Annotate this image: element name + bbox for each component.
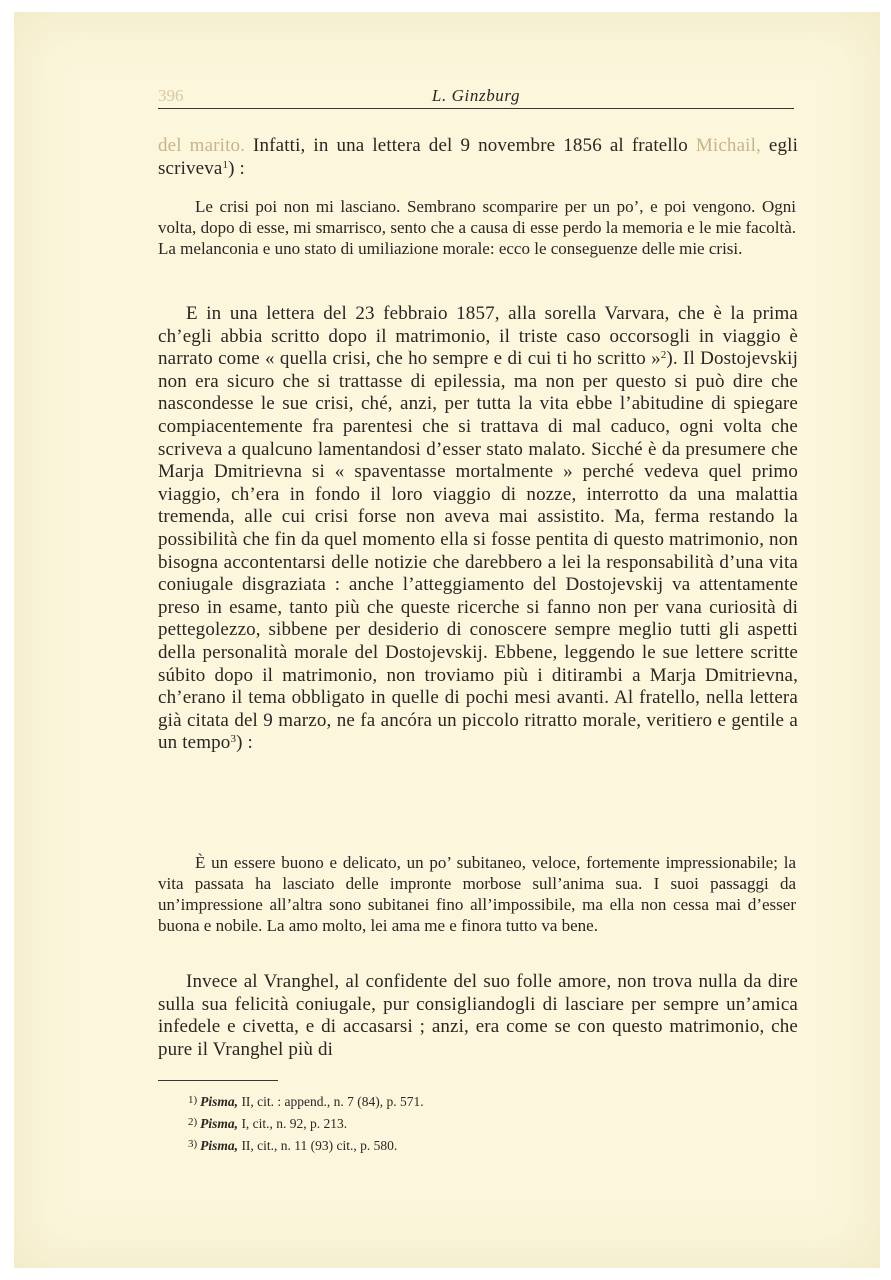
paragraph-text: Infatti, in una lettera del 9 novembre 1856 al fratello <box>245 135 696 156</box>
block-quote-1: Le crisi poi non mi lasciano. Sembrano scomparire per un po’, e poi vengono. Ogni volta, dopo di esse, mi smarrisco, sento che a causa di esse perdo la memoria e le mie facoltà. La melanconia e uno stato di umiliazione morale: ecco le conseguenze delle mie crisi. <box>158 197 796 258</box>
block-quote-2: È un essere buono e delicato, un po’ subitaneo, veloce, fortemente impressionabile; la vita passata ha lasciato delle impronte morbose sull’anima sua. I suoi passaggi da un’impressione all’altra sono subitanei fino all’impossibile, ma ella non cessa mai d’esser buona e nobile. La amo molto, lei ama me e finora tutto va bene. <box>158 853 796 935</box>
header-rule <box>158 108 794 109</box>
footnote-ref: 1 <box>222 158 229 171</box>
faded-text: del marito. <box>158 135 246 156</box>
footnote-mark: 1) <box>188 1094 198 1106</box>
footnote-1 <box>188 1090 788 1112</box>
footnote-text: I, cit., n. 92, p. 213. <box>238 1116 348 1131</box>
footnote-title: Pisma, <box>200 1138 239 1153</box>
footnote-2 <box>188 1112 788 1134</box>
footnote-title: Pisma, <box>200 1116 239 1131</box>
footnote-rule <box>158 1080 278 1081</box>
footnote-title: Pisma, <box>200 1094 239 1109</box>
paragraph-text: ) : <box>236 732 253 754</box>
footnote-3 <box>188 1134 788 1156</box>
footnote-text: II, cit., n. 11 (93) cit., p. 580. <box>238 1138 398 1153</box>
footnote-mark: 3) <box>188 1138 198 1150</box>
page-number: 396 <box>158 86 184 105</box>
paragraph-text: E in una lettera del 23 febbraio 1857, alla sorella Varvara, che è la prima ch’egli abbia scritto dopo il matrimonio, il triste caso occorsogli in viaggio è narrato come « quella crisi, che ho sempre e di cui ti ho scritto » <box>158 303 798 370</box>
paragraph-text: egli scriveva <box>158 135 798 179</box>
footnote-ref: 2 <box>660 349 667 362</box>
footnote-text: II, cit. : append., n. 7 (84), p. 571. <box>238 1094 424 1109</box>
paragraph-2 <box>158 303 798 755</box>
paragraph-1 <box>158 135 798 180</box>
footnote-ref: 3 <box>230 733 237 746</box>
paragraph-text: ). Il Dostojevskij non era sicuro che si trattasse di epilessia, ma non per questo si può dire che nascondesse le sue crisi, ché, anzi, per tutta la vita ebbe l’abitudine di spiegare compiacentemente fra parentesi che si trattava di mal caduco, ogni volta che scriveva a qualcuno lamentandosi d’esser stato malato. Sicché è da presumere che Marja Dmitrievna si « spaventasse mortalmente » perché vedeva quel primo viaggio, ch’era in fondo il loro viaggio di nozze, interrotto da una malattia tremenda, alle cui crisi forse non aveva mai assistito. Ma, ferma restando la possibilità che fin da quel momento ella si fosse pentita di questo matrimonio, non bisogna accontentarsi delle notizie che darebbero a lei la responsabilità d’una vita coniugale disgraziata : anche l’atteggiamento del Dostojevskij va attentamente preso in esame, tanto più che queste ricerche si fanno non per vana curiosità di pettegolezzo, sibbene per desiderio di conoscere sempre meglio tutti gli aspetti della personalità morale del Dostojevskij. Ebbene, leggendo le sue lettere scritte súbito dopo il matrimonio, non troviamo più i ditirambi a Marja Dmitrievna, ch’erano il tema obbligato in quelle di pochi mesi avanti. Al fratello, nella lettera già citata del 9 marzo, ne fa ancóra un piccolo ritratto morale, veritiero e gentile a un tempo <box>158 348 798 754</box>
footnote-mark: 2) <box>188 1116 198 1128</box>
footnotes <box>188 1090 788 1156</box>
paragraph-3: Invece al Vranghel, al confidente del suo folle amore, non trova nulla da dire sulla sua felicità coniugale, pur consigliandogli di lasciare per sempre un’amica infedele e civetta, e di accasarsi ; anzi, era come se con questo matrimonio, che pure il Vranghel più di <box>158 971 798 1060</box>
paragraph-text: ) : <box>228 157 245 179</box>
faded-text: Michail, <box>695 135 761 156</box>
page-header <box>158 86 794 108</box>
running-head: L. Ginzburg <box>431 86 521 105</box>
